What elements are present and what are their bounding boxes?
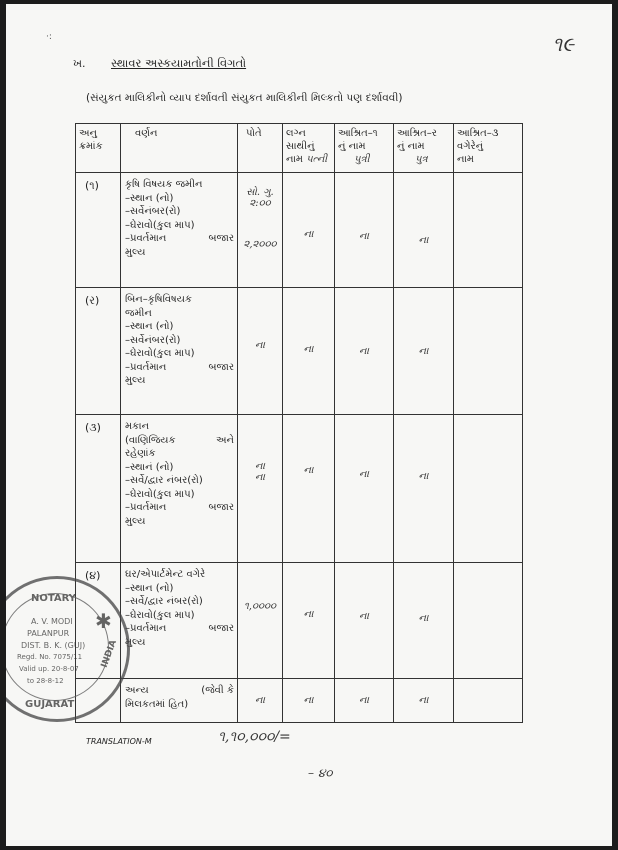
- table-row: [76, 415, 523, 563]
- spouse-value: ના: [303, 229, 314, 240]
- table-header-row: [76, 124, 523, 173]
- col-header-desc: વર્ણન: [121, 124, 238, 173]
- dep1-value: ના: [359, 695, 369, 706]
- row-serial: (૧): [85, 179, 99, 192]
- table-row: [76, 288, 523, 415]
- dep2-value: ના: [418, 235, 429, 246]
- page-number-bottom: – ૪૦: [308, 766, 333, 780]
- section-title: સ્થાવર અસ્કયામતોની વિગતો: [111, 56, 247, 70]
- col-header-sn: અનુ ક્રમાંક: [76, 124, 121, 173]
- dep2-value: ના: [418, 695, 429, 706]
- spouse-value: ના: [303, 695, 314, 706]
- dep2-value: ના: [418, 613, 429, 624]
- row-description: અન્ય (જેવી કે મિલકતમાં હિત): [125, 685, 234, 710]
- col-header-dep1: આશ્રિત–૧ નું નામ પુત્રી: [335, 124, 394, 173]
- col-header-spouse: લગ્ન સાથીનું નામ પત્ની: [283, 124, 335, 173]
- row-serial: (ર): [85, 294, 100, 307]
- self-value: ના: [255, 695, 265, 706]
- table-row: [76, 173, 523, 288]
- table-row: [76, 563, 523, 679]
- dep1-value: ના: [359, 346, 369, 357]
- subtitle: (સંયુકત માલિકીનો વ્યાપ દર્શાવતી સંયુકત માલિકીની મિલ્કતો પણ દર્શાવવી): [86, 92, 403, 104]
- spouse-value: ના: [303, 344, 314, 355]
- row-description: કૃષિ વિષયક જમીન –સ્થાન (નો) –સર્વેનંબર(રો) –ઘેરાવો(કુલ માપ) –પ્રવર્તમાન બજાર મુલ્ય: [125, 179, 234, 258]
- section-marker: ખ.: [73, 57, 86, 70]
- row-description: મકાન (વાણિજિયક અને રહેણાંક –સ્થાનં (નો) –સર્વે/દ્વાર નંબર(રો) –ઘેરાવો(કુલ માપ) –પ્રવર્તમાન બજાર મુલ્ય: [125, 421, 234, 527]
- spouse-value: ના: [303, 609, 314, 620]
- dep1-value: ના: [359, 231, 369, 242]
- table-row: [76, 679, 523, 723]
- row-serial: (૩): [85, 421, 101, 434]
- dep2-value: ના: [418, 346, 429, 357]
- self-value: સો. ગુ. ૨:૦૦ ૨,૨૦૦૦: [243, 187, 277, 250]
- dep2-value: ના: [418, 471, 429, 482]
- self-value: ના: [255, 340, 265, 351]
- scan-marks: ·:: [46, 32, 52, 42]
- footer-label: TRANSLATION-M: [86, 737, 152, 746]
- notary-stamp: NOTARY A. V. MODI PALANPUR DIST. B. K. (GUJ) Regd. No. 7075/11 Valid up. 20-8-07 to 28-8-12 GUJARAT INDIA ✱: [6, 576, 130, 722]
- col-header-self: પોતે: [238, 124, 283, 173]
- col-header-dep2: આશ્રિત–ર નું નામ પુત્ર: [394, 124, 454, 173]
- assets-table: [75, 123, 523, 723]
- star-icon: ✱: [95, 609, 112, 633]
- dep1-value: ના: [359, 469, 369, 480]
- self-value: ૧,૦૦૦૦: [243, 601, 277, 612]
- document-page: [6, 4, 612, 846]
- total-handwritten: ૧,૧૦,૦૦૦/=: [218, 729, 291, 745]
- self-value: ના ના: [255, 461, 265, 483]
- row-description: બિન–કૃષિવિષયક જમીન –સ્થાન (નો) –સર્વેનંબર(રો) –ઘેરાવો(કુલ માપ) –પ્રવર્તમાન બજાર મુલ્ય: [125, 294, 234, 386]
- page-number-top: ૧૯: [552, 32, 574, 56]
- dep1-value: ના: [359, 611, 369, 622]
- spouse-value: ના: [303, 465, 314, 476]
- row-description: ઘર/એપાર્ટમેન્ટ વગેરે –સ્થાન (નો) –સર્વે/દ્વાર નંબર(રો) –ઘેરાવો(કુલ માપ) –પ્રવર્તમાન બજાર મુલ્ય: [125, 569, 234, 648]
- col-header-dep3: આશ્રિત–૩ વગેરેનું નામ: [454, 124, 523, 173]
- row-serial: (૪): [85, 569, 101, 582]
